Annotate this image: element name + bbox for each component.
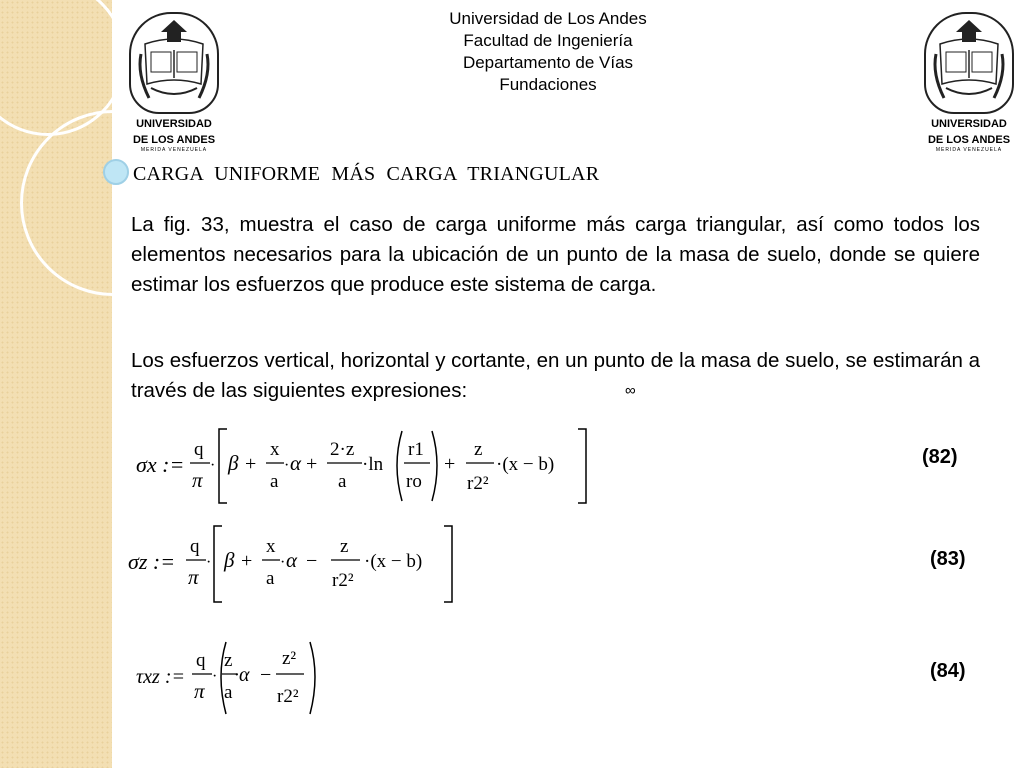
eq82-r1: r1 (408, 439, 424, 460)
eq82-alpha: α (290, 451, 302, 475)
eq82-plus-1: + (245, 453, 257, 475)
eq84-q: q (196, 650, 206, 671)
eq82-pi: π (192, 468, 203, 492)
seal-emblem-icon (131, 14, 217, 112)
equation-83-number: (83) (930, 548, 966, 570)
stray-infinity-mark: ∞ (625, 382, 636, 399)
logo-name-line2: DE LOS ANDES (927, 134, 1011, 146)
eq82-z: z (474, 439, 483, 460)
seal-emblem-icon (926, 14, 1012, 112)
page-header (300, 8, 796, 96)
eq82-plus-2: + (306, 453, 318, 475)
eq82-beta: β (228, 451, 239, 475)
header-university: Universidad de Los Andes (449, 9, 647, 28)
logo-location: MERIDA VENEZUELA (935, 147, 1003, 153)
eq84-alpha: ·α (234, 664, 250, 686)
paragraph-intro: La fig. 33, muestra el caso de carga uniforme más carga triangular, así como todos los elementos necesarios para la ubicación de un punto de la masa de suelo, donde se quiere estimar los esfuerzos que produce este sistema de carga. (131, 213, 980, 296)
eq82-plus-3: + (444, 453, 456, 475)
equation-84 (134, 636, 334, 720)
eq83-tail: ·(x − b) (364, 551, 423, 572)
equation-82 (130, 425, 600, 507)
eq84-z: z (224, 650, 233, 671)
eq83-z: z (340, 536, 349, 557)
svg-text:·: · (212, 668, 218, 685)
eq84-a: a (224, 682, 233, 703)
equation-84-number: (84) (930, 660, 966, 682)
university-seal-left (129, 12, 219, 114)
section-title: CARGA UNIFORME MÁS CARGA TRIANGULAR (133, 163, 600, 185)
equation-82-number: (82) (922, 446, 958, 468)
svg-text:·: · (206, 554, 212, 571)
eq82-ln: ·ln (362, 454, 384, 475)
eq82-q: q (194, 439, 204, 460)
university-logo-left (126, 12, 222, 153)
eq83-a: a (266, 568, 275, 589)
band-edge-line (112, 0, 114, 768)
eq84-pi: π (194, 679, 205, 703)
eq84-zsq: z² (282, 648, 297, 669)
eq83-pi: π (188, 565, 199, 589)
university-seal-right (924, 12, 1014, 114)
eq82-tail: ·(x − b) (496, 454, 555, 475)
eq83-alpha: α (286, 548, 298, 572)
eq83-lhs: σz := (128, 549, 176, 574)
eq83-r2sq: r2² (332, 570, 354, 591)
eq83-x: x (266, 536, 276, 557)
header-course: Fundaciones (499, 75, 597, 94)
university-logo-right (921, 12, 1017, 153)
eq83-q: q (190, 536, 200, 557)
eq82-a-2: a (338, 471, 347, 492)
eq82-x: x (270, 439, 280, 460)
svg-text:·: · (284, 457, 290, 474)
eq82-ro: ro (406, 471, 422, 492)
logo-name-line1: UNIVERSIDAD (931, 118, 1007, 130)
eq84-lhs: τxz := (136, 666, 185, 688)
logo-location: MERIDA VENEZUELA (140, 147, 208, 153)
eq82-twoz: 2·z (330, 439, 355, 460)
svg-text:·: · (280, 554, 286, 571)
decorative-dot (103, 159, 129, 185)
equation-83 (126, 522, 466, 606)
svg-text:·: · (210, 457, 216, 474)
eq82-a-1: a (270, 471, 279, 492)
eq82-lhs: σx := (136, 452, 185, 477)
eq83-beta: β (224, 548, 235, 572)
paragraph-expressions: Los esfuerzos vertical, horizontal y cortante, en un punto de la masa de suelo, se estimarán a través de las siguientes expresiones: (131, 349, 980, 402)
eq82-r2sq: r2² (467, 473, 489, 494)
eq83-minus: − (306, 550, 318, 572)
eq83-plus: + (241, 550, 253, 572)
header-faculty: Facultad de Ingeniería (463, 31, 633, 50)
logo-name-line1: UNIVERSIDAD (136, 118, 212, 130)
logo-name-line2: DE LOS ANDES (132, 134, 216, 146)
eq84-minus: − (260, 664, 272, 686)
eq84-r2sq: r2² (277, 686, 299, 707)
header-department: Departamento de Vías (462, 53, 634, 72)
